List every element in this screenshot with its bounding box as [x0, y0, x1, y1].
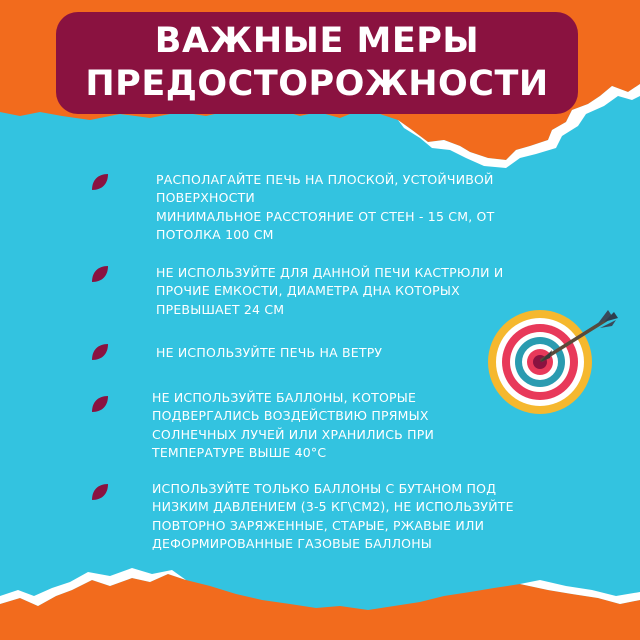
target-arrow-icon [486, 306, 622, 416]
precaution-item-1 [156, 171, 556, 244]
item-line: ПОДВЕРГАЛИСЬ ВОЗДЕЙСТВИЮ ПРЯМЫХ [152, 408, 429, 424]
item-line: ПОВТОРНО ЗАРЯЖЕННЫЕ, СТАРЫЕ, РЖАВЫЕ ИЛИ [152, 517, 485, 533]
title-line-2: ПРЕДОСТОРОЖНОСТИ [85, 64, 549, 104]
item-line: НЕ ИСПОЛЬЗУЙТЕ ПЕЧЬ НА ВЕТРУ [156, 345, 383, 360]
item-line: СОЛНЕЧНЫХ ЛУЧЕЙ ИЛИ ХРАНИЛИСЬ ПРИ [152, 426, 434, 442]
item-line: ТЕМПЕРАТУРЕ ВЫШЕ 40°С [152, 444, 327, 460]
item-line: РАСПОЛАГАЙТЕ ПЕЧЬ НА ПЛОСКОЙ, УСТОЙЧИВОЙ [156, 172, 494, 187]
item-line: ПОТОЛКА 100 СМ [156, 226, 274, 242]
item-line: ПРОЧИЕ ЕМКОСТИ, ДИАМЕТРА ДНА КОТОРЫХ [156, 283, 460, 299]
item-line: НЕ ИСПОЛЬЗУЙТЕ БАЛЛОНЫ, КОТОРЫЕ [152, 390, 417, 405]
item-line: ДЕФОРМИРОВАННЫЕ ГАЗОВЫЕ БАЛЛОНЫ [152, 535, 433, 551]
leaf-bullet-icon [90, 482, 110, 502]
item-line: ПРЕВЫШАЕТ 24 СМ [156, 301, 285, 317]
leaf-bullet-icon [90, 264, 110, 284]
item-line: НЕ ИСПОЛЬЗУЙТЕ ДЛЯ ДАННОЙ ПЕЧИ КАСТРЮЛИ И [156, 265, 504, 280]
item-line: НИЗКИМ ДАВЛЕНИЕМ (3-5 КГ\СМ2), НЕ ИСПОЛЬЗУЙТЕ [152, 499, 514, 515]
item-line: ПОВЕРХНОСТИ [156, 190, 255, 206]
item-line: МИНИМАЛЬНОЕ РАССТОЯНИЕ ОТ СТЕН - 15 СМ, ОТ [156, 208, 495, 224]
title-banner [56, 12, 578, 114]
item-line: ИСПОЛЬЗУЙТЕ ТОЛЬКО БАЛЛОНЫ С БУТАНОМ ПОД [152, 481, 497, 496]
title-line-1: ВАЖНЫЕ МЕРЫ [154, 21, 480, 61]
precaution-item-5 [152, 480, 552, 553]
leaf-bullet-icon [90, 394, 110, 414]
leaf-bullet-icon [90, 342, 110, 362]
leaf-bullet-icon [90, 172, 110, 192]
